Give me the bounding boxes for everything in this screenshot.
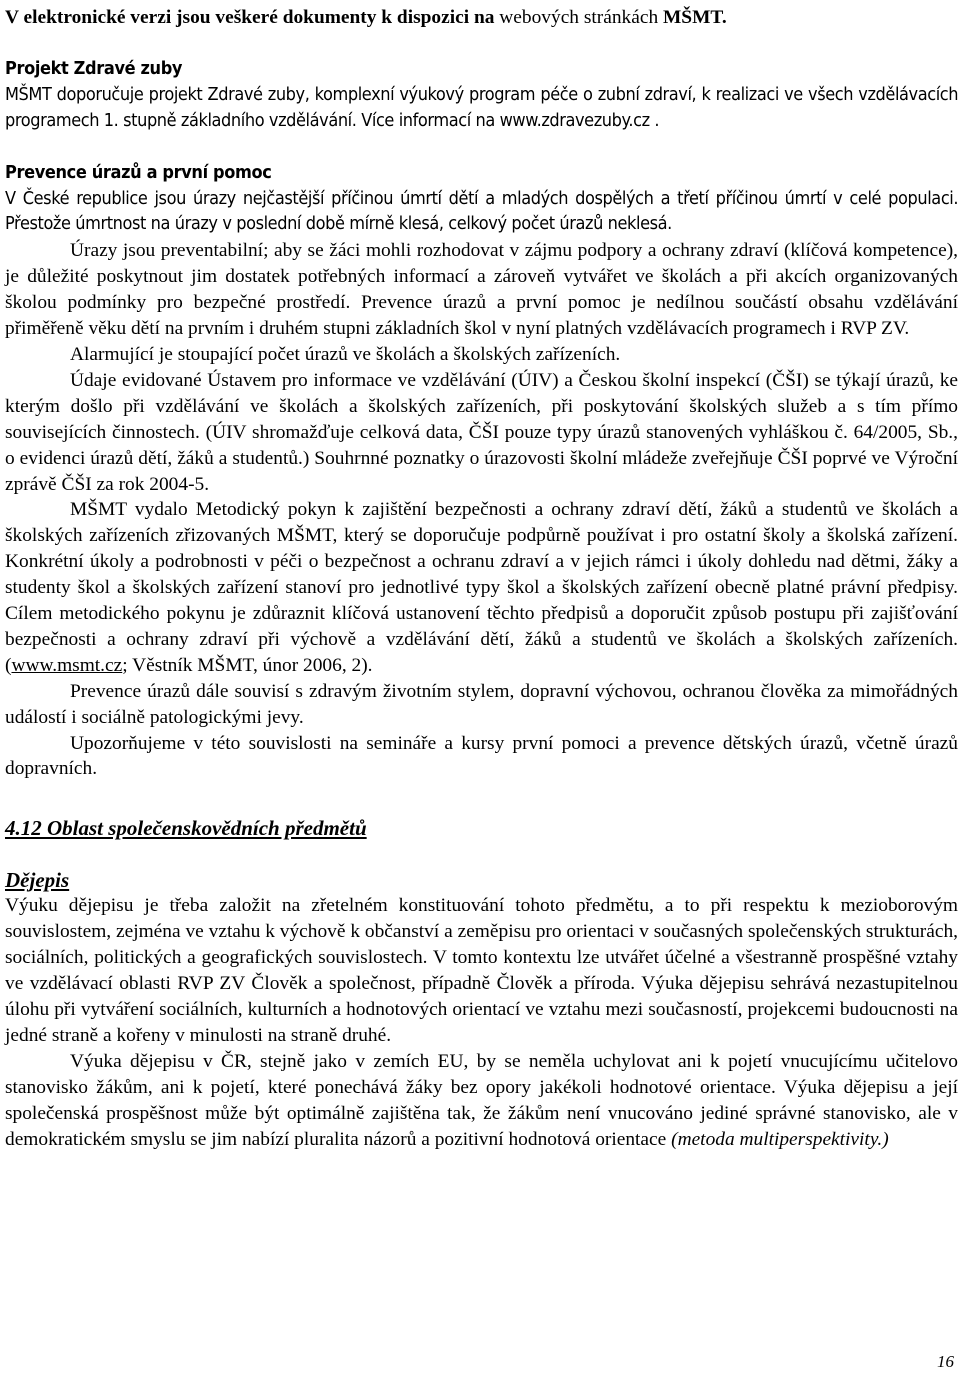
zdrave-zuby-block [5,57,958,135]
spacer [5,135,958,161]
spacer [5,31,958,57]
dejepis-paragraph: Výuku dějepisu je třeba založit na zřetelném konstituování tohoto předmětu, a to při respektu k mezioborovým souvislostem, zejména ve vztahu k výchově k občanství a zeměpisu pro orientaci v současných společenských strukturách, sociálních, politických a geografických souvislostech. V tomto kontextu lze utvářet účelné a všestranně prospěšné vztahy ve vzdělávací oblasti RVP ZV Člověk a společnost, případně Člověk a příroda. Výuka dějepisu sehrává nezastupitelnou úlohu při vytváření sociálních, kulturních a hodnotových orientací ve vztahu mezi současností, projekcemi budoucnosti na jedné straně a kořeny v minulosti na straně druhé. [5,895,958,1046]
intro-normal: webových stránkách [499,7,659,28]
page-number: 16 [937,1352,954,1371]
msmt-text-b: ; Věstník MŠMT, únor 2006, 2). [122,654,373,676]
zdrave-zuby-text: MŠMT doporučuje projekt Zdravé zuby, komplexní výukový program péče o zubní zdraví, k realizaci ve všech vzdělávacích programech 1. stupně základního vzdělávání. Více informací na www.zdravezuby.cz . [5,84,958,131]
prevence-paragraph: Upozorňujeme v této souvislosti na semináře a kursy první pomoci a prevence dětských úrazů, včetně úrazů dopravních. [5,732,958,780]
zdrave-zuby-heading: Projekt Zdravé zuby [5,58,183,79]
intro-line [5,5,958,31]
prevence-paragraph: Prevence úrazů dále souvisí s zdravým životním stylem, dopravní výchovou, ochranou člověka za mimořádných událostí i sociálně patologickými jevy. [5,680,958,728]
prevence-paragraph: Úrazy jsou preventabilní; aby se žáci mohli rozhodovat v zájmu podpory a ochrany zdraví (klíčová kompetence), je důležité poskytnout jim dostatek potřebných informací a zároveň vytvářet ve školách a při akcích organizovaných školou podmínky pro bezpečné prostředí. Prevence úrazů a první pomoc je nedílnou součástí obsahu vzdělávání přiměřeně věku dětí na prvním i druhém stupni základních škol v nyní platných vzdělávacích programech i RVP ZV. [5,240,958,340]
document-page [5,5,958,1372]
prevence-paragraph: Alarmující je stoupající počet úrazů ve školách a školských zařízeních. [70,343,621,365]
dejepis-italic-note: (metoda multiperspektivity.) [671,1128,889,1150]
msmt-text-a: MŠMT vydalo Metodický pokyn k zajištění bezpečnosti a ochrany zdraví dětí, žáků a studentů ve školách a školských zařízeních zřizovaných MŠMT, který se doporučuje podpůrně používat i pro ostatní školy a školská zařízení. Konkrétní úkoly a podrobnosti v péči o bezpečnost a ochranu zdraví a v jejich rámci i úkoly dohledu nad dětmi, žáky a studenty škol a školských zařízení stanoví pro jednotlivé typy škol a školských zařízení obecně platné právní předpisy. Cílem metodického pokynu je zdůraznit klíčová ustanovení těchto předpisů a doporučit způsob postupu při zajišťování bezpečnosti a ochrany zdraví při výchově a vzdělávání dětí, žáků a studentů ve školách a školských zařízeních. ( [5,499,958,676]
prevence-intro-text: V České republice jsou úrazy nejčastější příčinou úmrtí dětí a mladých dospělých a třetí příčinou úmrtí v celé populaci. Přestože úmrtnost na úrazy v poslední době mírně klesá, celkový počet úrazů neklesá. [5,188,958,235]
msmt-paragraph [5,497,958,678]
spacer [5,782,958,815]
dejepis-text: Výuka dějepisu v ČR, stejně jako v zemích EU, by se neměla uchylovat ani k pojetí vnucujícímu učitelovo stanovisko žákům, ani k pojetí, které ponechává žáky bez opory jakékoli hodnotové orientace. Výuka dějepisu a její společenská prospěšnost může být optimálně zajištěna tak, že žákům není vnucováno jediné správné stanovisko, ale v demokratickém smyslu se jim nabízí pluralita názorů a pozitivní hodnotová orientace [5,1050,958,1150]
spacer [5,841,958,867]
prevence-heading: Prevence úrazů a první pomoc [5,162,272,183]
msmt-link[interactable]: www.msmt.cz [11,654,123,676]
intro-bold-b: MŠMT. [663,7,727,28]
dejepis-paragraph [5,1049,958,1153]
section-heading: 4.12 Oblast společenskovědních předmětů [5,816,367,841]
subsection-heading: Dějepis [5,868,70,893]
prevence-block [5,161,958,239]
intro-bold-a: V elektronické verzi jsou veškeré dokumenty k dispozici na [5,7,495,28]
prevence-paragraph: Údaje evidované Ústavem pro informace ve vzdělávání (ÚIV) a Českou školní inspekcí (ČŠI) se týkají úrazů, ke kterým došlo při vzdělávání ve školách a školských zařízeních, při poskytování školských služeb a s tím přímo souvisejících činnostech. (ÚIV shromažďuje celková data, ČŠI pouze typy úrazů stanovených vyhláškou č. 64/2005, Sb., o evidenci úrazů dětí, žáků a studentů.) Souhrnné poznatky o úrazovosti školní mládeže zveřejňuje ČŠI poprvé ve Výroční zprávě ČŠI za rok 2004-5. [5,369,958,495]
